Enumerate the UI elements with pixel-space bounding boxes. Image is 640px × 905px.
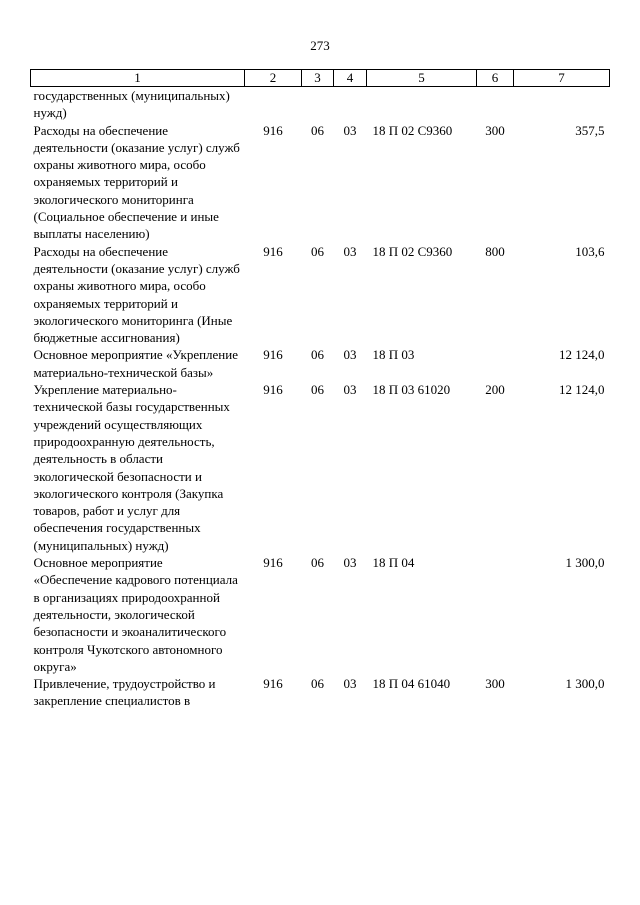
row-section-code: 06 bbox=[311, 555, 324, 571]
row-name: Основное мероприятие «Обеспечение кадрового потенциала в организациях природоохранной деятельности, экологической безопасности и экоаналитического контроля Чукотского автономного округа» bbox=[33, 555, 238, 674]
row-name: Расходы на обеспечение деятельности (оказание услуг) служб охраны животного мира, особо охраняемых территорий и экологического мониторинга (Иные бюджетные ассигнования) bbox=[33, 243, 240, 346]
column-header-2: 2 bbox=[245, 70, 302, 87]
row-subsection-code bbox=[334, 87, 367, 122]
table-header-row bbox=[31, 70, 610, 87]
row-section-code: 06 bbox=[311, 382, 324, 398]
row-target-code: 18 П 03 bbox=[372, 347, 415, 363]
page-number: 273 bbox=[310, 38, 330, 53]
table-row bbox=[31, 87, 610, 122]
table-row bbox=[31, 675, 610, 710]
column-header-7: 7 bbox=[514, 70, 610, 87]
table-row bbox=[31, 243, 610, 347]
row-target-code: 18 П 04 bbox=[372, 555, 415, 571]
column-header-4: 4 bbox=[334, 70, 367, 87]
row-amount: 12 124,0 bbox=[559, 382, 605, 398]
row-expense-type bbox=[477, 554, 514, 675]
row-subsection-code: 03 bbox=[343, 347, 357, 363]
row-amount bbox=[514, 87, 610, 122]
row-expense-type bbox=[477, 87, 514, 122]
column-header-1: 1 bbox=[31, 70, 245, 87]
table-row bbox=[31, 346, 610, 381]
row-name: Расходы на обеспечение деятельности (оказание услуг) служб охраны животного мира, особо охраняемых территорий и экологического мониторинга (Социальное обеспечение и иные выплаты населению) bbox=[33, 122, 240, 242]
row-subsection-code: 03 bbox=[343, 676, 357, 692]
row-ministry-code bbox=[245, 87, 302, 122]
table-row bbox=[31, 122, 610, 243]
row-section-code: 06 bbox=[311, 347, 324, 363]
row-ministry-code: 916 bbox=[263, 122, 283, 138]
row-name: Привлечение, трудоустройство и закрепление специалистов в bbox=[33, 676, 216, 709]
row-ministry-code: 916 bbox=[263, 676, 283, 692]
row-ministry-code: 916 bbox=[263, 347, 283, 363]
row-target-code: 18 П 02 С9360 bbox=[372, 122, 453, 138]
row-amount: 357,5 bbox=[575, 122, 605, 138]
row-name: государственных (муниципальных) нужд) bbox=[33, 88, 230, 121]
row-name: Основное мероприятие «Укрепление материально-технической базы» bbox=[33, 347, 238, 380]
table-row bbox=[31, 381, 610, 554]
row-section-code bbox=[302, 87, 334, 122]
row-amount: 1 300,0 bbox=[565, 555, 605, 571]
column-header-5: 5 bbox=[367, 70, 477, 87]
row-amount: 1 300,0 bbox=[565, 676, 605, 692]
budget-table bbox=[30, 69, 610, 710]
row-target-code bbox=[367, 87, 477, 122]
row-section-code: 06 bbox=[311, 122, 324, 138]
row-expense-type bbox=[477, 346, 514, 381]
row-section-code: 06 bbox=[311, 676, 324, 692]
row-ministry-code: 916 bbox=[263, 382, 283, 398]
row-subsection-code: 03 bbox=[343, 243, 357, 259]
row-ministry-code: 916 bbox=[263, 243, 283, 259]
row-expense-type: 300 bbox=[485, 122, 505, 138]
row-expense-type: 300 bbox=[485, 676, 505, 692]
row-subsection-code: 03 bbox=[343, 382, 357, 398]
row-name: Укрепление материально-технической базы государственных учреждений осуществляющих природоохранную деятельность, деятельность в области экологической безопасности и экологического контроля (Закупка товаров, работ и услуг для обеспечения государственных (муниципальных) нужд) bbox=[33, 382, 230, 553]
row-target-code: 18 П 02 С9360 bbox=[372, 243, 453, 259]
row-amount: 12 124,0 bbox=[559, 347, 605, 363]
row-subsection-code: 03 bbox=[343, 555, 357, 571]
row-expense-type: 200 bbox=[485, 382, 505, 398]
row-section-code: 06 bbox=[311, 243, 324, 259]
row-target-code: 18 П 03 61020 bbox=[372, 382, 451, 398]
row-target-code: 18 П 04 61040 bbox=[372, 676, 451, 692]
row-expense-type: 800 bbox=[485, 243, 505, 259]
row-amount: 103,6 bbox=[575, 243, 605, 259]
column-header-6: 6 bbox=[477, 70, 514, 87]
table-row bbox=[31, 554, 610, 675]
row-subsection-code: 03 bbox=[343, 122, 357, 138]
row-ministry-code: 916 bbox=[263, 555, 283, 571]
column-header-3: 3 bbox=[302, 70, 334, 87]
